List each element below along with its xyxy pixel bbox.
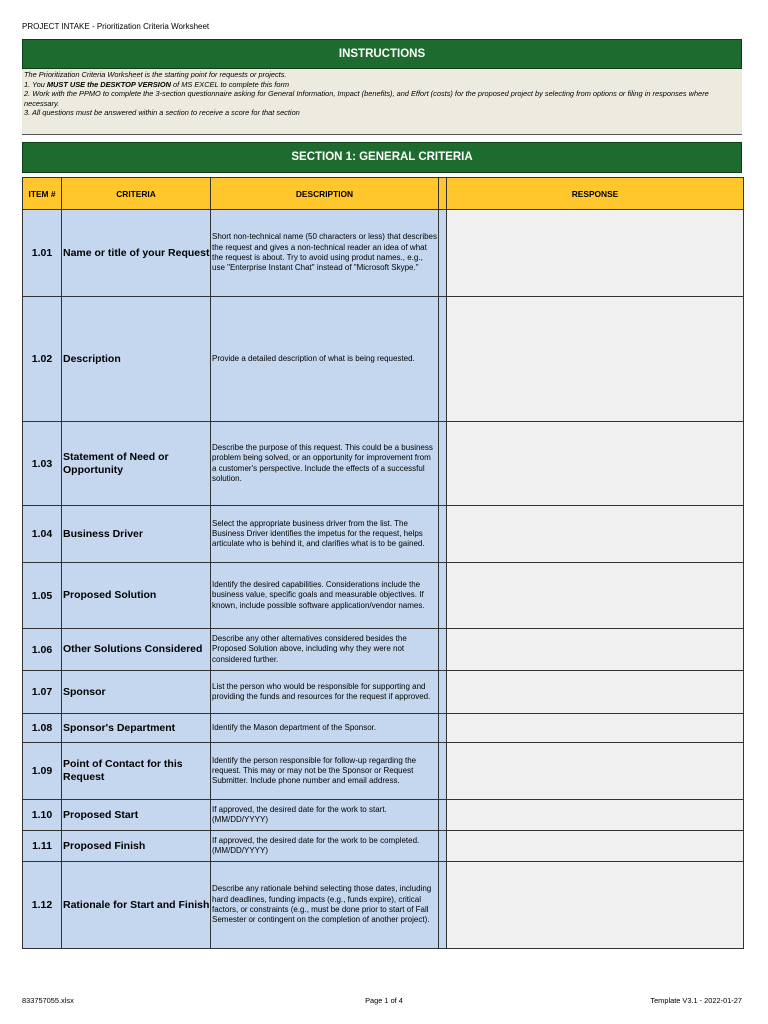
criteria-description: Identify the Mason department of the Sponsor. [211,714,439,743]
criteria-description: Short non-technical name (50 characters or less) that describes the request and gives a non-technical reader an idea of what the request is about. Try to avoid using produt names., e.g., use "Enterprise Instant Chat" instead of "Microsoft Skype." [211,210,439,297]
document-title: PROJECT INTAKE - Prioritization Criteria Worksheet [22,22,210,31]
item-number: 1.01 [23,210,62,297]
criteria-label: Other Solutions Considered [62,629,211,671]
criteria-description: Provide a detailed description of what is being requested. [211,297,439,422]
criteria-label: Business Driver [62,506,211,563]
criteria-label: Statement of Need or Opportunity [62,422,211,506]
item-number: 1.06 [23,629,62,671]
table-header-row [23,178,744,210]
item-number: 1.11 [23,831,62,862]
response-cell[interactable] [447,714,744,743]
gap-cell [439,422,447,506]
section-1-heading: SECTION 1: GENERAL CRITERIA [22,142,742,173]
criteria-description: List the person who would be responsible for supporting and providing the funds and resources for the request if approved. [211,671,439,714]
table-row [23,563,744,629]
table-row [23,297,744,422]
footer-filename: 833757055.xlsx [22,996,74,1005]
column-header-description: DESCRIPTION [211,178,439,210]
gap-cell [439,714,447,743]
table-row [23,422,744,506]
instructions-line-4: 3. All questions must be answered within a section to receive a score for that section [24,108,300,118]
criteria-description: Identify the person responsible for follow-up regarding the request. This may or may not be the Sponsor or Request Submitter. Include phone number and email address. [211,743,439,800]
response-cell[interactable] [447,831,744,862]
footer-template-version: Template V3.1 - 2022-01-27 [650,996,742,1005]
criteria-label: Proposed Finish [62,831,211,862]
response-cell[interactable] [447,506,744,563]
table-row [23,862,744,949]
criteria-description: Identify the desired capabilities. Considerations include the business value, specific goals and measurable objectives. If known, include possible software application/vendor names. [211,563,439,629]
instructions-line-2-post: of MS EXCEL to complete this form [170,79,290,89]
table-row [23,743,744,800]
criteria-label: Description [62,297,211,422]
item-number: 1.04 [23,506,62,563]
criteria-description: If approved, the desired date for the work to start. (MM/DD/YYYY) [211,800,439,831]
criteria-description: Select the appropriate business driver from the list. The Business Driver identifies the impetus for the request, helps articulate who is behind it, and clarifies what is to be gained. [211,506,439,563]
gap-cell [439,506,447,563]
instructions-body [22,69,742,135]
instructions-heading: INSTRUCTIONS [22,39,742,69]
response-cell[interactable] [447,800,744,831]
footer-page-number: Page 1 of 4 [365,996,403,1005]
response-cell[interactable] [447,671,744,714]
column-header-gap [439,178,447,210]
criteria-description: Describe the purpose of this request. This could be a business problem being solved, or an opportunity for improvement from a customer's perspective. Include the effects of a successful solution. [211,422,439,506]
gap-cell [439,671,447,714]
gap-cell [439,862,447,949]
criteria-description: Describe any rationale behind selecting those dates, including hard deadlines, funding impacts (e.g., funds expire), critical factors, or constraints (e.g., must be done prior to start of Fall Semester or contingent on the completion of another project). [211,862,439,949]
column-header-response: RESPONSE [447,178,744,210]
response-cell[interactable] [447,297,744,422]
criteria-label: Sponsor's Department [62,714,211,743]
item-number: 1.09 [23,743,62,800]
response-cell[interactable] [447,862,744,949]
gap-cell [439,297,447,422]
item-number: 1.05 [23,563,62,629]
gap-cell [439,210,447,297]
table-row [23,629,744,671]
item-number: 1.03 [23,422,62,506]
response-cell[interactable] [447,210,744,297]
gap-cell [439,800,447,831]
gap-cell [439,831,447,862]
criteria-label: Point of Contact for this Request [62,743,211,800]
criteria-label: Rationale for Start and Finish [62,862,211,949]
criteria-description: Describe any other alternatives considered besides the Proposed Solution above, including why they were not considered further. [211,629,439,671]
instructions-line-3: 2. Work with the PPMO to complete the 3-section questionnaire asking for General Information, Impact (benefits), and Effort (costs) for the proposed project by selecting from options or filing in responses where necessary. [24,89,709,108]
instructions-line-2-bold: MUST USE the DESKTOP VERSION [46,79,171,89]
criteria-description: If approved, the desired date for the work to be completed. (MM/DD/YYYY) [211,831,439,862]
table-row [23,714,744,743]
table-row [23,506,744,563]
column-header-criteria: CRITERIA [62,178,211,210]
criteria-table [22,177,744,949]
response-cell[interactable] [447,629,744,671]
item-number: 1.02 [23,297,62,422]
gap-cell [439,743,447,800]
item-number: 1.07 [23,671,62,714]
item-number: 1.12 [23,862,62,949]
instructions-line-1: The Prioritization Criteria Worksheet is the starting point for requests or projects. [24,70,287,79]
instructions-line-2-pre: 1. You [24,79,47,89]
item-number: 1.10 [23,800,62,831]
table-row [23,210,744,297]
gap-cell [439,563,447,629]
table-row [23,800,744,831]
instructions-line-2 [24,80,740,90]
table-row [23,831,744,862]
item-number: 1.08 [23,714,62,743]
column-header-item: ITEM # [23,178,62,210]
criteria-label: Proposed Solution [62,563,211,629]
criteria-label: Proposed Start [62,800,211,831]
response-cell[interactable] [447,563,744,629]
response-cell[interactable] [447,743,744,800]
criteria-label: Sponsor [62,671,211,714]
table-row [23,671,744,714]
response-cell[interactable] [447,422,744,506]
criteria-label: Name or title of your Request [62,210,211,297]
gap-cell [439,629,447,671]
